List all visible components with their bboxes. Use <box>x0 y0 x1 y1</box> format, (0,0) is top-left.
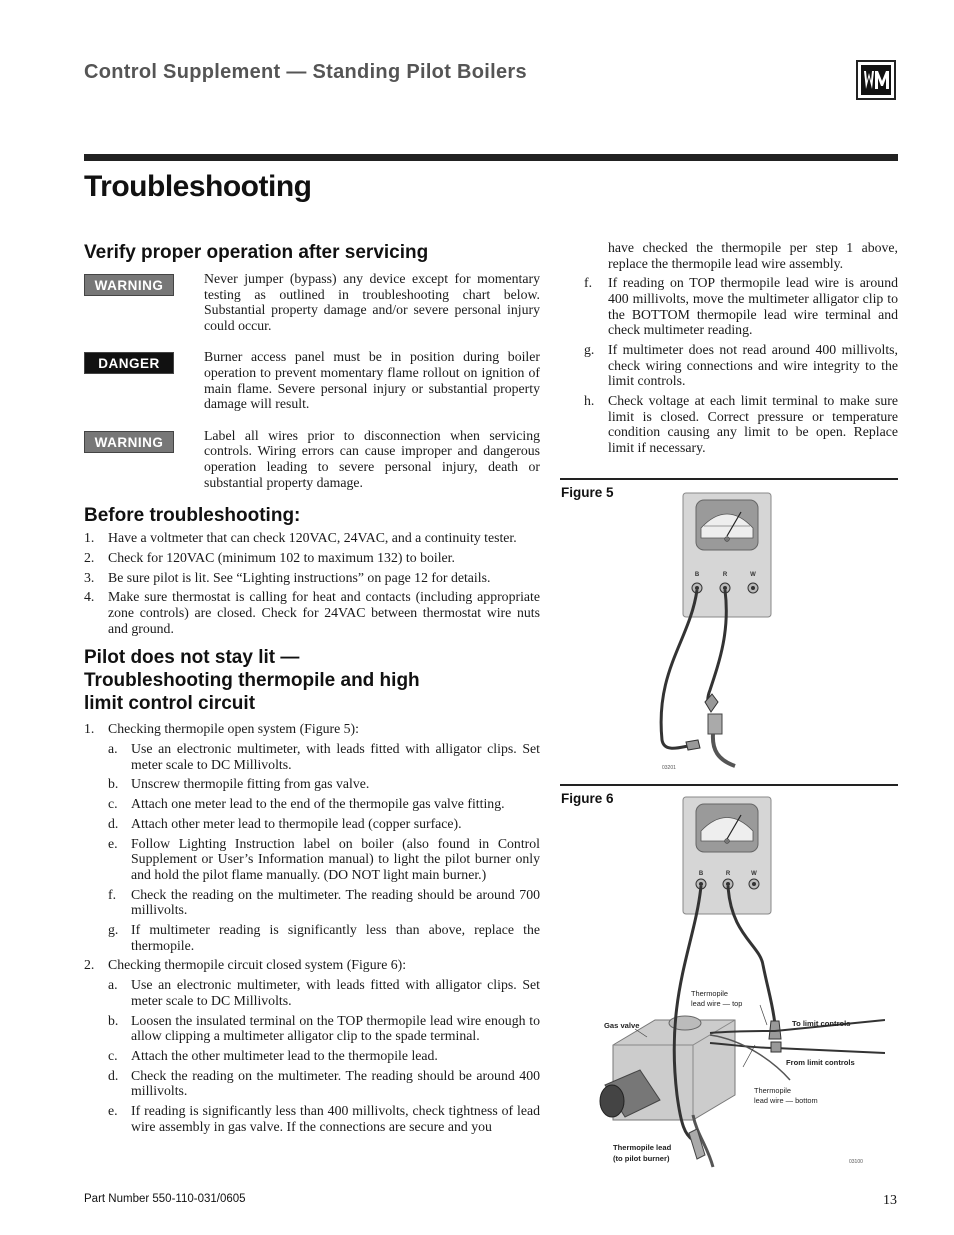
item-text: Checking thermopile circuit closed system (Figure 6): <box>108 957 407 973</box>
callout-thermopile-bottom-line2: lead wire — bottom <box>754 1096 818 1105</box>
pilot-heading-line1: Pilot does not stay lit — <box>84 647 300 669</box>
item-text: Be sure pilot is lit. See “Lighting instructions” on page 12 for details. <box>108 569 491 585</box>
sub-item-text: If multimeter does not read around 400 millivolts, check wiring connections and wire integrity to the limit controls. <box>608 341 898 389</box>
sub-item <box>84 741 540 772</box>
pilot-list <box>84 721 540 1134</box>
sub-item-letter: a. <box>108 741 118 757</box>
terminal-r-label: R <box>725 871 731 877</box>
sub-item-text: Check the reading on the multimeter. The reading should be around 700 millivolts. <box>131 886 540 918</box>
item-text: Make sure thermostat is calling for heat and contacts (including appropriate zone controls) are closed. Check for 24VAC between thermostat wire nuts and ground. <box>108 589 540 636</box>
sub-item-letter: e. <box>108 1103 118 1119</box>
page-title: Troubleshooting <box>84 170 312 203</box>
callout-gas-valve: Gas valve <box>604 1021 640 1030</box>
sub-item-letter: b. <box>108 1012 119 1028</box>
danger-notice <box>84 349 540 411</box>
sub-item <box>560 275 898 337</box>
before-troubleshooting-heading: Before troubleshooting: <box>84 505 301 527</box>
continued-list <box>560 240 898 455</box>
warning-badge: WARNING <box>84 274 174 296</box>
sub-item-text: Loosen the insulated terminal on the TOP thermopile lead wire enough to allow clipping a multimeter alligator clip to the spade terminal. <box>131 1012 540 1044</box>
callout-thermopile-lead-line1: Thermopile lead <box>613 1143 672 1152</box>
terminal-b-label: B <box>694 572 700 578</box>
limit-wire-bottom <box>710 1043 885 1053</box>
item-number: 3. <box>84 569 95 585</box>
sub-item <box>84 887 540 918</box>
logo-mark-icon <box>858 62 894 98</box>
right-column <box>560 240 898 459</box>
sub-item <box>84 776 540 792</box>
sub-item <box>560 393 898 455</box>
footer-part-number: Part Number 550-110-031/0605 <box>84 1193 246 1205</box>
callout-from-limit-controls: From limit controls <box>786 1058 855 1067</box>
list-item <box>84 589 540 636</box>
figure5-label: Figure 5 <box>561 485 614 500</box>
sub-item-text: Check the reading on the multimeter. The reading should be around 400 millivolts. <box>131 1067 540 1099</box>
sub-item-text: Follow Lighting Instruction label on boiler (also found in Control Supplement or User’s Information manual) to light the pilot burner only and hold the pilot flame manually. (DO NOT light main burner.) <box>131 835 540 882</box>
sub-item-letter: b. <box>108 776 119 792</box>
sub-item-letter: h. <box>584 392 595 408</box>
warning-text: Never jumper (bypass) any device except for momentary testing as outlined in troubleshooting chart below. Substantial property damage and/or severe personal injury could occur. <box>204 271 540 333</box>
sub-item <box>84 1103 540 1134</box>
sub-item <box>84 922 540 953</box>
figure5-rule <box>560 478 898 480</box>
sub-item-letter: c. <box>108 796 118 812</box>
figure5-diagram <box>600 490 800 775</box>
sub-item-text: have checked the thermopile per step 1 above, replace the thermopile lead wire assembly. <box>608 240 898 271</box>
sub-item-text: If reading on TOP thermopile lead wire is around 400 millivolts, move the multimeter alligator clip to the BOTTOM thermopile lead wire terminal and check multimeter reading. <box>608 275 898 338</box>
sub-item-text: Attach other meter lead to thermopile lead (copper surface). <box>131 815 462 831</box>
item-number: 1. <box>84 530 95 546</box>
item-number: 4. <box>84 589 95 605</box>
warning-notice-2 <box>84 428 540 490</box>
sub-item-letter: e. <box>108 835 118 851</box>
sub-item-letter: g. <box>584 341 595 357</box>
terminal-b-label: B <box>698 871 704 877</box>
figure6-label: Figure 6 <box>561 791 614 806</box>
sub-item-text: Attach one meter lead to the end of the thermopile gas valve fitting. <box>131 796 505 812</box>
item-number: 2. <box>84 549 95 565</box>
callout-thermopile-bottom-line1: Thermopile <box>754 1086 791 1095</box>
callout-to-limit-controls: To limit controls <box>792 1019 851 1028</box>
list-item <box>84 957 540 973</box>
document-header-title: Control Supplement — Standing Pilot Boilers <box>84 61 527 83</box>
list-item <box>84 721 540 737</box>
item-text: Have a voltmeter that can check 120VAC, 24VAC, and a continuity tester. <box>108 530 517 546</box>
item-number: 2. <box>84 957 95 973</box>
list-item <box>84 550 540 566</box>
danger-badge: DANGER <box>84 352 174 374</box>
sub-item-text: Attach the other multimeter lead to the thermopile lead. <box>131 1048 438 1063</box>
sub-item-text: If reading is significantly less than 400 millivolts, check tightness of lead wire assembly in gas valve. If the connections are secure and you <box>131 1103 540 1134</box>
sub-item-letter: d. <box>108 1067 119 1083</box>
sub-item <box>84 977 540 1008</box>
terminal-w-label: W <box>751 871 757 877</box>
sub-item-letter: d. <box>108 815 119 831</box>
pilot-heading <box>84 646 540 715</box>
warning-badge: WARNING <box>84 431 174 453</box>
terminal-w-label: W <box>750 572 756 578</box>
sub-item-text: Use an electronic multimeter, with leads fitted with alligator clips. Set meter scale to DC Millivolts. <box>131 977 540 1008</box>
callout-thermopile-lead-line2: (to pilot burner) <box>613 1154 670 1163</box>
danger-text: Burner access panel must be in position during boiler operation to prevent momentary flame rollout on ignition of main flame. Severe personal injury or substantial property damage will result. <box>204 349 540 412</box>
thermopile-lead <box>713 734 735 766</box>
sub-item-text: Unscrew thermopile fitting from gas valve. <box>131 776 370 792</box>
sub-item <box>84 1068 540 1099</box>
list-item <box>84 530 540 546</box>
black-test-lead <box>661 590 697 748</box>
continued-text <box>560 240 898 271</box>
before-list <box>84 530 540 636</box>
sub-item-letter: f. <box>108 886 117 902</box>
weil-mclain-logo <box>856 60 896 100</box>
warning-text: Label all wires prior to disconnection when servicing controls. Wiring errors can cause improper and dangerous operation leading to severe personal injury, death or substantial property damage. <box>204 427 540 490</box>
figure6-diagram <box>585 795 885 1170</box>
sub-item-letter: f. <box>584 275 593 291</box>
left-column <box>84 240 540 1139</box>
sub-item-letter: g. <box>108 922 119 938</box>
sub-item-letter: c. <box>108 1048 118 1063</box>
sub-item <box>84 816 540 832</box>
callout-thermopile-top-line1: Thermopile <box>691 989 728 998</box>
item-text: Check for 120VAC (minimum 102 to maximum 132) to boiler. <box>108 549 455 565</box>
figure6-code: 03100 <box>849 1159 863 1165</box>
figure6-rule <box>560 784 898 786</box>
sub-item-text: Use an electronic multimeter, with leads fitted with alligator clips. Set meter scale to DC Millivolts. <box>131 741 540 772</box>
verify-heading: Verify proper operation after servicing <box>84 242 429 263</box>
sub-item <box>560 342 898 389</box>
list-item <box>84 570 540 586</box>
sub-item <box>84 836 540 883</box>
callout-thermopile-top-line2: lead wire — top <box>691 999 743 1008</box>
sub-item-text: If multimeter reading is significantly less than above, replace the thermopile. <box>131 922 540 953</box>
header-rule <box>84 154 898 161</box>
sub-item-text: Check voltage at each limit terminal to make sure limit is closed. Correct pressure or temperature condition causing any limit to be open. Replace limit if necessary. <box>608 392 898 455</box>
footer-page-number: 13 <box>883 1193 897 1208</box>
sub-item-letter: a. <box>108 977 118 993</box>
sub-item <box>84 796 540 812</box>
warning-notice-1 <box>84 271 540 333</box>
pilot-heading-line2: Troubleshooting thermopile and high <box>84 670 420 692</box>
thermopile-fitting <box>708 714 722 734</box>
figure5-code: 03201 <box>662 765 676 771</box>
pilot-heading-line3: limit control circuit <box>84 693 256 715</box>
item-number: 1. <box>84 721 95 737</box>
terminal-r-label: R <box>722 572 728 578</box>
sub-item <box>84 1013 540 1044</box>
item-text: Checking thermopile open system (Figure 5): <box>108 721 359 737</box>
sub-item <box>84 1048 540 1064</box>
